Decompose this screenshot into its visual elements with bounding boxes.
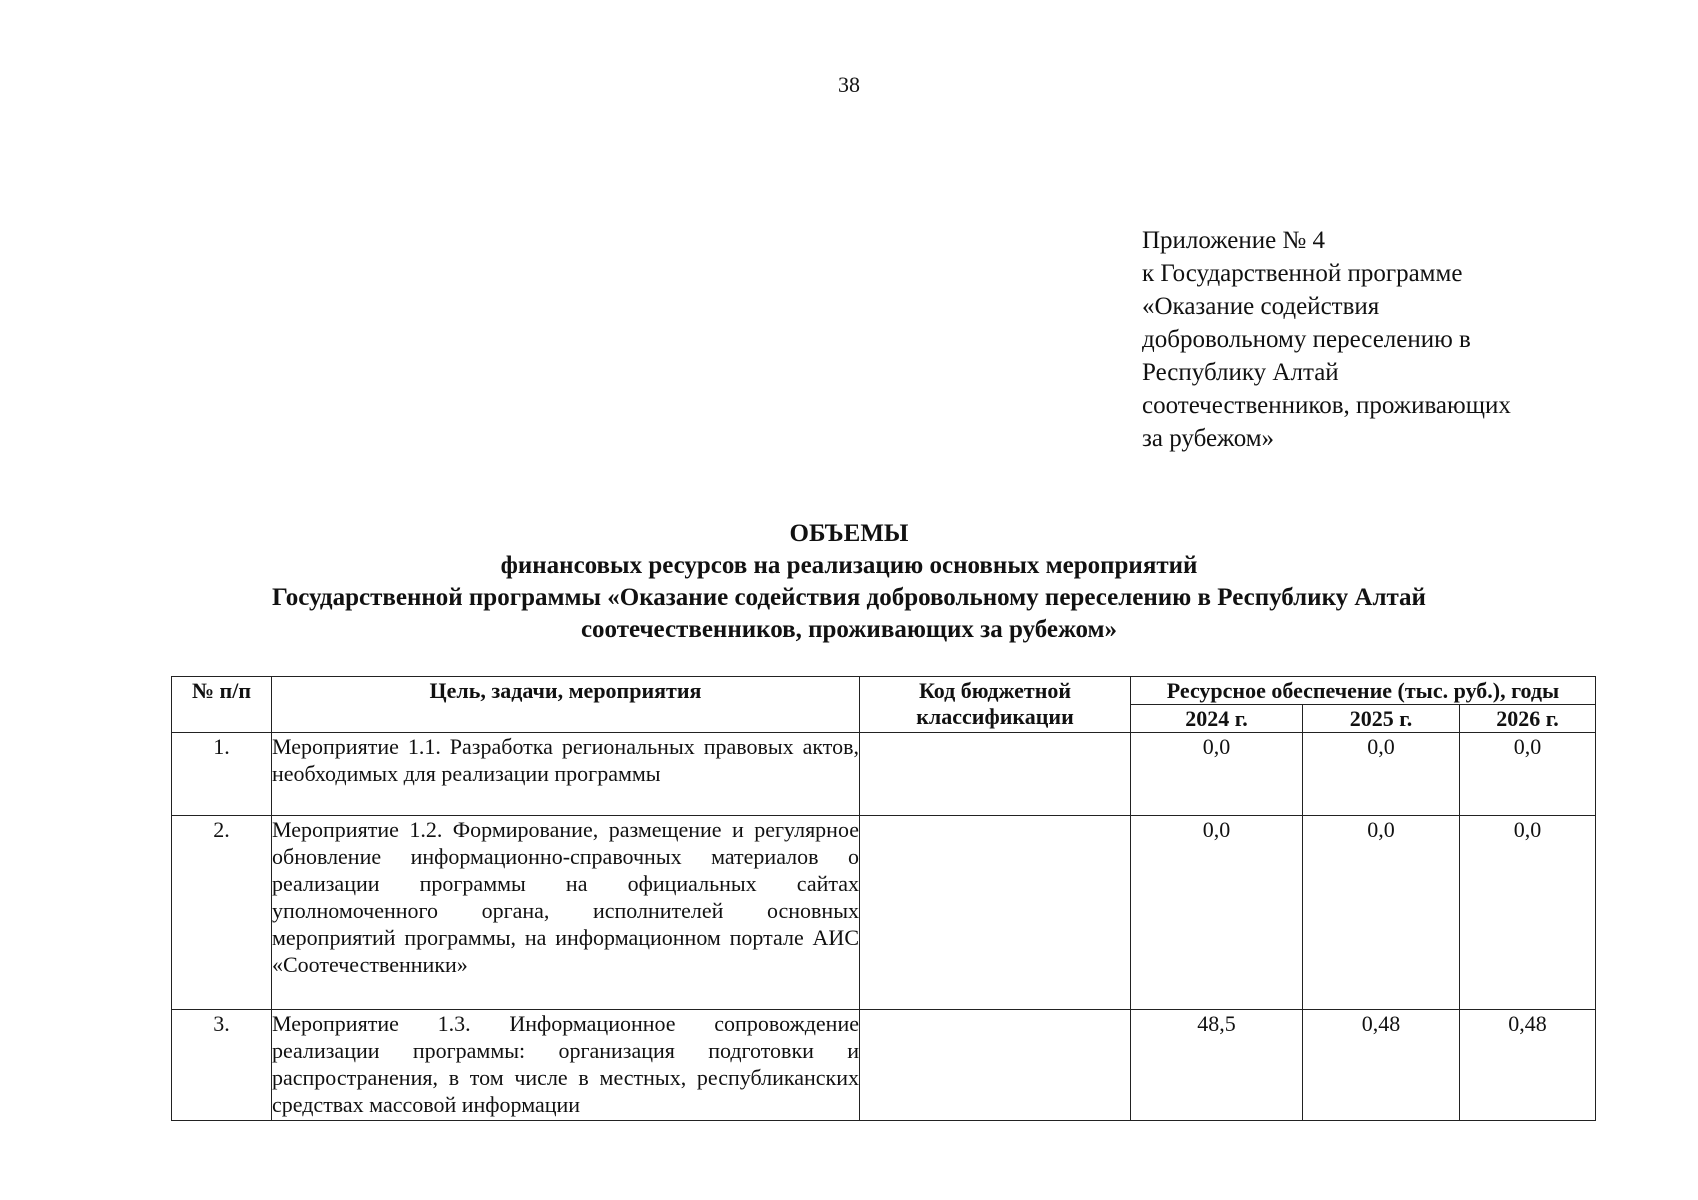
- table-row: [172, 1010, 1596, 1121]
- row-number: 1.: [172, 733, 272, 816]
- appendix-line: за рубежом»: [1142, 425, 1275, 452]
- row-code: [860, 733, 1131, 816]
- row-value-2024: 0,0: [1131, 733, 1303, 816]
- header-num: № п/п: [172, 677, 272, 733]
- title-line: соотечественников, проживающих за рубежом»: [580, 616, 1118, 643]
- row-value-2024: 0,0: [1131, 816, 1303, 1010]
- appendix-line: соотечественников, проживающих: [1142, 392, 1511, 419]
- row-value-2025: 0,0: [1303, 816, 1460, 1010]
- row-description: [272, 816, 860, 1010]
- row-value-2026: 0,0: [1460, 733, 1596, 816]
- row-number: 3.: [172, 1010, 272, 1121]
- row-number: 2.: [172, 816, 272, 1010]
- header-year-2026: 2026 г.: [1460, 705, 1596, 733]
- row-code: [860, 816, 1131, 1010]
- appendix-line: Республику Алтай: [1142, 359, 1339, 386]
- title-heading: ОБЪЕМЫ: [789, 520, 909, 547]
- table-row: [172, 816, 1596, 1010]
- appendix-note: [1142, 224, 1622, 455]
- row-code: [860, 1010, 1131, 1121]
- title-line: финансовых ресурсов на реализацию основных мероприятий: [500, 552, 1198, 579]
- header-code: Код бюджетной классификации: [860, 677, 1131, 733]
- row-description-text: Мероприятие 1.3. Информационное сопровождение реализации программы: организация подготовки и распространения, в том числе в местных, республиканских средствах массовой информации: [272, 1011, 859, 1117]
- appendix-line: «Оказание содействия: [1142, 293, 1380, 320]
- header-year-2024: 2024 г.: [1131, 705, 1303, 733]
- row-value-2025: 0,48: [1303, 1010, 1460, 1121]
- page-number: 38: [838, 72, 860, 97]
- appendix-line: Приложение № 4: [1142, 227, 1326, 254]
- row-value-2025: 0,0: [1303, 733, 1460, 816]
- row-value-2026: 0,48: [1460, 1010, 1596, 1121]
- row-value-2026: 0,0: [1460, 816, 1596, 1010]
- row-description-text: Мероприятие 1.2. Формирование, размещение и регулярное обновление информационно-справочных материалов о реализации программы на официальных сайтах уполномоченного органа, исполнителей основных мероприятий программы, на информационном портале АИС «Соотечественники»: [272, 817, 859, 977]
- resources-table: [171, 676, 1596, 1121]
- title-line: Государственной программы «Оказание содействия добровольному переселению в Республику Алтай: [272, 584, 1426, 611]
- document-title: [0, 518, 1698, 646]
- row-value-2024: 48,5: [1131, 1010, 1303, 1121]
- appendix-line: к Государственной программе: [1142, 260, 1463, 287]
- row-description: [272, 1010, 860, 1121]
- appendix-line: добровольному переселению в: [1142, 326, 1471, 353]
- header-goal: Цель, задачи, мероприятия: [272, 677, 860, 733]
- table-row: [172, 733, 1596, 816]
- header-resources: Ресурсное обеспечение (тыс. руб.), годы: [1131, 677, 1596, 705]
- row-description: [272, 733, 860, 816]
- header-year-2025: 2025 г.: [1303, 705, 1460, 733]
- row-description-text: Мероприятие 1.1. Разработка региональных правовых актов, необходимых для реализации программы: [272, 734, 859, 786]
